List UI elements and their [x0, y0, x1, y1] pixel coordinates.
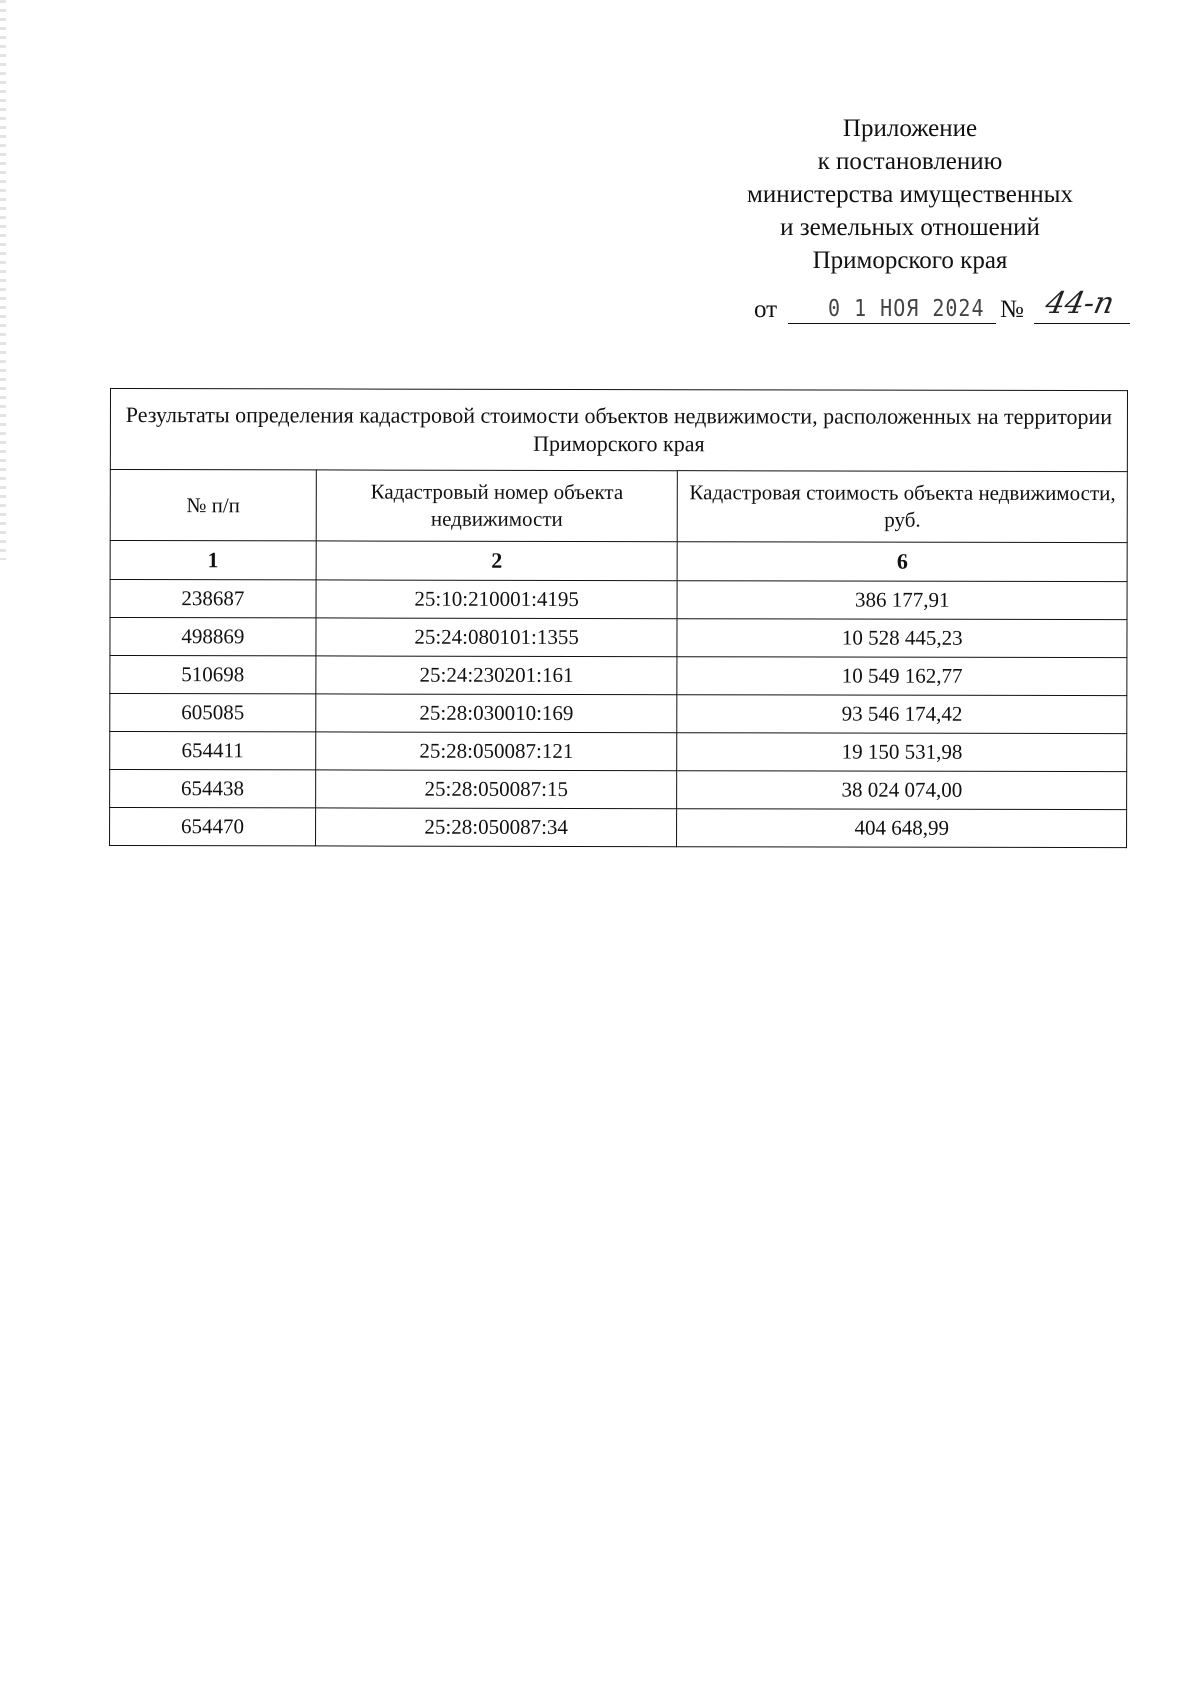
- row-number: 238687: [110, 580, 316, 618]
- appendix-line: министерства имущественных: [747, 181, 1073, 208]
- cadastral-value: 10 528 445,23: [677, 619, 1127, 658]
- scan-edge-artifact: [0, 0, 6, 560]
- column-header-cadastral-value: Кадастровая стоимость объекта недвижимости, руб.: [678, 471, 1128, 543]
- cadastral-number: 25:10:210001:4195: [316, 580, 678, 619]
- row-number: 605085: [110, 694, 316, 732]
- appendix-line: Приложение: [842, 115, 978, 142]
- table-row: [110, 656, 1127, 696]
- table-header-row: [110, 470, 1127, 543]
- cadastral-number: 25:28:030010:169: [316, 694, 678, 733]
- row-number: 654411: [110, 732, 316, 770]
- row-number: 498869: [110, 618, 316, 656]
- table-row: [110, 770, 1127, 810]
- appendix-line: и земельных отношений: [780, 214, 1040, 241]
- table-row: [110, 580, 1127, 620]
- date-underline: [788, 323, 996, 324]
- appendix-line: Приморского края: [812, 247, 1008, 274]
- column-number: 2: [316, 541, 678, 581]
- table-row: [110, 732, 1127, 772]
- cadastral-number: 25:28:050087:34: [315, 808, 677, 847]
- cadastral-value: 10 549 162,77: [677, 657, 1127, 696]
- number-label: №: [1000, 296, 1024, 323]
- table-caption: Результаты определения кадастровой стоимости объектов недвижимости, расположенных на территории Приморского края: [110, 389, 1127, 472]
- cadastral-number: 25:24:080101:1355: [316, 618, 678, 657]
- row-number: 654438: [110, 770, 316, 808]
- appendix-line: к постановлению: [817, 148, 1003, 175]
- cadastral-number: 25:24:230201:161: [316, 656, 678, 695]
- cadastral-value: 386 177,91: [677, 581, 1127, 620]
- cadastral-number: 25:28:050087:121: [315, 732, 677, 771]
- cadastral-value: 38 024 074,00: [677, 771, 1127, 810]
- appendix-heading: [700, 112, 1120, 277]
- column-numbers-row: [110, 541, 1127, 582]
- column-header-cadastral-number: Кадастровый номер объекта недвижимости: [316, 470, 678, 542]
- cadastral-value: 93 546 174,42: [677, 695, 1127, 734]
- column-number: 6: [678, 542, 1128, 582]
- cadastral-value-table: [109, 388, 1128, 848]
- cadastral-number: 25:28:050087:15: [315, 770, 677, 809]
- row-number: 510698: [110, 656, 316, 694]
- column-number: 1: [110, 541, 316, 580]
- cadastral-value: 19 150 531,98: [677, 733, 1127, 772]
- table-row: [110, 808, 1127, 848]
- date-number-line: [754, 286, 1154, 332]
- table-row: [110, 694, 1127, 734]
- date-stamp: 0 1 НОЯ 2024: [828, 294, 985, 322]
- number-underline: [1034, 323, 1130, 324]
- row-number: 654470: [110, 808, 316, 846]
- handwritten-number: 44-п: [1042, 286, 1118, 321]
- table-row: [110, 618, 1127, 658]
- date-label: от: [754, 296, 778, 323]
- column-header-number: № п/п: [110, 470, 316, 541]
- cadastral-value: 404 648,99: [677, 809, 1127, 848]
